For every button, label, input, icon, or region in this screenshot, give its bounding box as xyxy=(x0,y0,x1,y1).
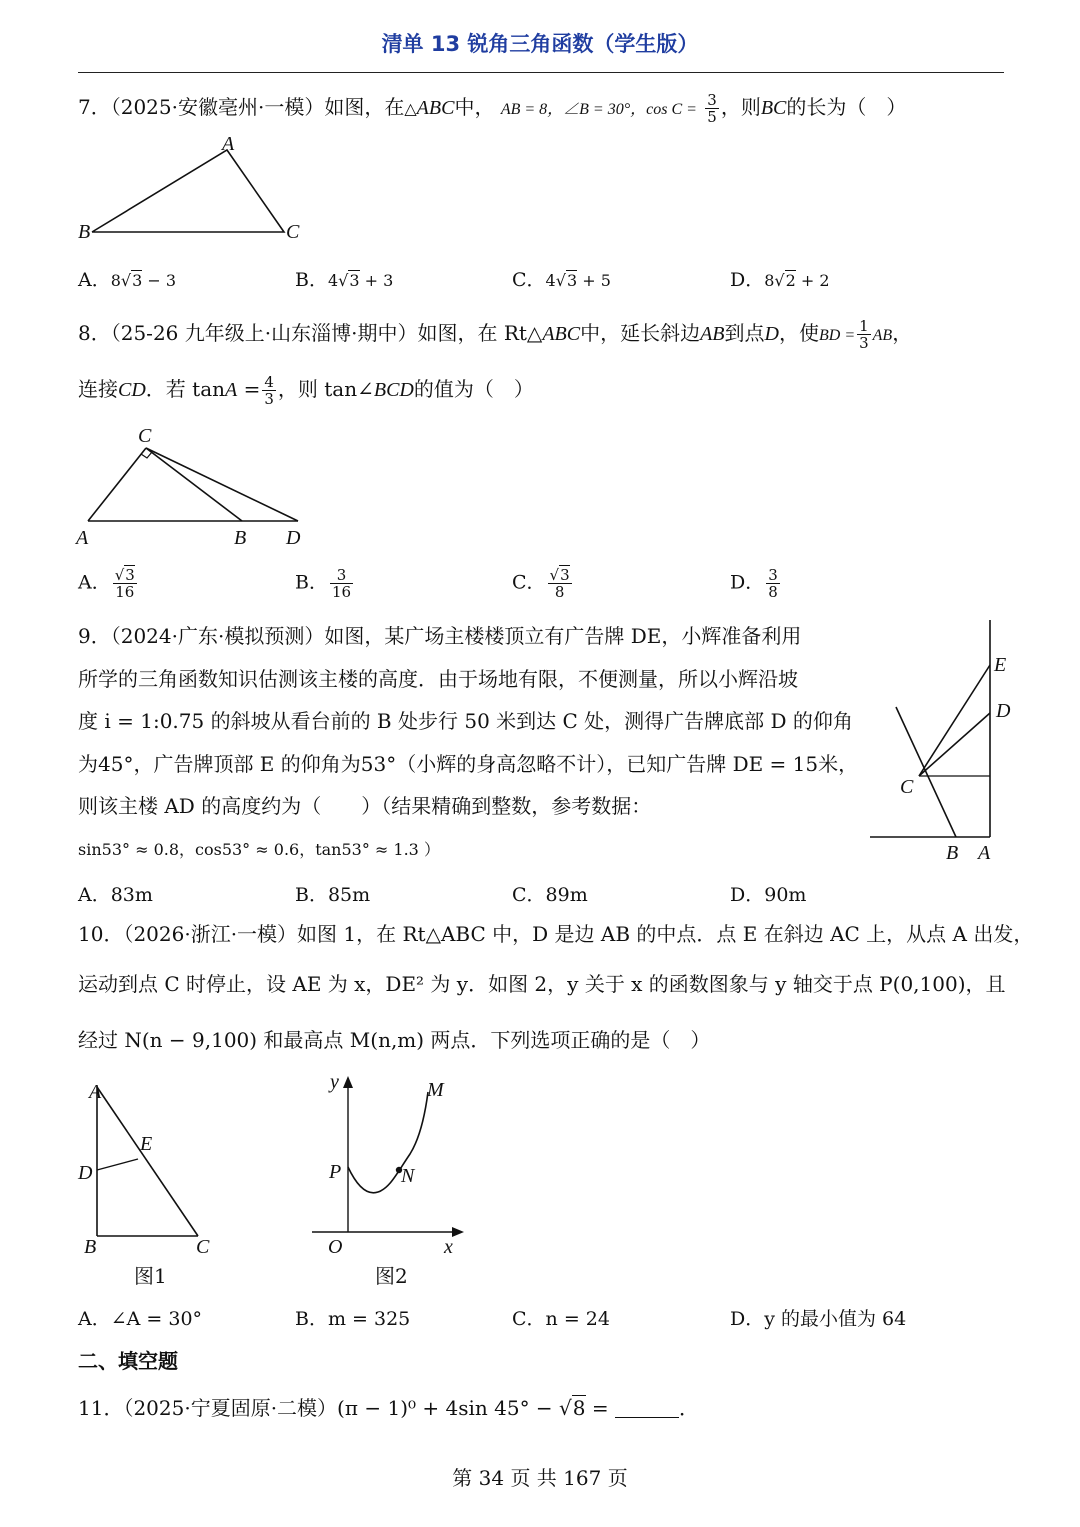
q9-option-d[interactable]: D．90m xyxy=(730,884,807,906)
page-footer: 第 34 页 共 167 页 xyxy=(452,1466,628,1490)
q10-figure-1 xyxy=(70,1075,230,1260)
q9-stem-line1: 9．（2024·广东·模拟预测）如图，某广场主楼楼顶立有广告牌 DE，小辉准备利用 xyxy=(78,624,802,648)
q7-label-a: A xyxy=(222,133,235,155)
fig2-label-p: P xyxy=(329,1161,342,1183)
q10-option-d[interactable]: D．y 的最小值为 64 xyxy=(730,1308,907,1330)
q10-figure-2-caption: 图2 xyxy=(375,1264,408,1288)
q7-option-d[interactable]: D．8√2 + 2 xyxy=(730,269,830,291)
q8-label-d: D xyxy=(286,527,301,549)
q10-figure-2-graph xyxy=(310,1070,480,1260)
fig1-label-d: D xyxy=(78,1162,93,1184)
q7-fraction: $\frac{3}{5}$ xyxy=(707,91,717,126)
q10-stem-line2: 运动到点 C 时停止，设 AE 为 x，DE² 为 y．如图 2，y 关于 x 的函数图象与 y 轴交于点 P(0,100)，且 xyxy=(78,972,1006,996)
q10-option-b[interactable]: B．m = 325 xyxy=(295,1308,411,1330)
q7-label-c: C xyxy=(286,221,300,243)
q8-option-a[interactable]: A． $\frac{√3}{16}$ xyxy=(78,566,135,601)
q9-stem-line4: 为45°，广告牌顶部 E 的仰角为53°（小辉的身高忽略不计），已知广告牌 DE = 15米， xyxy=(78,752,859,776)
q10-stem-line3: 经过 N(n − 9,100) 和最高点 M(n,m) 两点．下列选项正确的是（ ） xyxy=(78,1028,711,1052)
q8-option-c[interactable]: C． $\frac{√3}{8}$ xyxy=(512,566,570,601)
q9-label-d: D xyxy=(996,700,1011,722)
q10-option-c[interactable]: C．n = 24 xyxy=(512,1308,610,1330)
q9-reference-data: sin53° ≈ 0.8，cos53° ≈ 0.6，tan53° ≈ 1.3 ） xyxy=(78,840,440,859)
q8-option-b[interactable]: B． $\frac{3}{16}$ xyxy=(295,566,352,601)
q9-option-b[interactable]: B．85m xyxy=(295,884,371,906)
fig2-label-m: M xyxy=(427,1079,444,1101)
q8-stem-line2: 连接CD．若 tanA = $\frac{4}{3}$ ，则 tan∠BCD的值为（ ） xyxy=(78,373,534,408)
q8-label-b: B xyxy=(234,527,247,549)
q8-triangle-figure xyxy=(70,420,330,550)
fig1-label-e: E xyxy=(140,1133,153,1155)
q10-stem-line1: 10．（2026·浙江·一模）如图 1，在 Rt△ABC 中，D 是边 AB 的中点．点 E 在斜边 AC 上，从点 A 出发， xyxy=(78,922,1034,946)
fig2-label-x: x xyxy=(444,1236,453,1258)
section-title-fill-in: 二、填空题 xyxy=(78,1349,178,1373)
q8-fraction-4-3: $\frac{4}{3}$ xyxy=(264,373,274,408)
page-header: 清单 13 锐角三角函数（学生版） xyxy=(381,32,699,56)
header-rule xyxy=(78,72,1004,73)
q9-stem-line2: 所学的三角函数知识估测该主楼的高度．由于场地有限，不便测量，所以小辉沿坡 xyxy=(78,667,798,691)
q8-label-c: C xyxy=(138,425,152,447)
q8-fraction-1-3: $\frac{1}{3}$ xyxy=(859,317,869,352)
q9-stem-line3: 度 i = 1:0.75 的斜坡从看台前的 B 处步行 50 米到达 C 处，测得广告牌底部 D 的仰角 xyxy=(78,709,853,733)
q7-option-b[interactable]: B．4√3 + 3 xyxy=(295,269,394,291)
q8-stem-line1: 8．（25-26 九年级上·山东淄博·期中）如图，在 Rt△ABC中，延长斜边AB到点D，使BD = $\frac{1}{3}$ AB， xyxy=(78,317,913,352)
q11-stem: 11．（2025·宁夏固原·二模）(π − 1)⁰ + 4sin 45° − √8 = ． xyxy=(78,1396,700,1420)
q10-figure-1-caption: 图1 xyxy=(134,1264,167,1288)
fig2-label-y: y xyxy=(330,1071,339,1093)
q7-option-a[interactable]: A．8√3 − 3 xyxy=(78,269,177,291)
q9-label-e: E xyxy=(994,654,1007,676)
q7-triangle-figure xyxy=(70,130,330,245)
q7-option-c[interactable]: C．4√3 + 5 xyxy=(512,269,611,291)
fig1-label-a: A xyxy=(89,1081,102,1103)
q9-label-b: B xyxy=(946,842,959,864)
q9-option-c[interactable]: C．89m xyxy=(512,884,588,906)
fig1-label-c: C xyxy=(196,1236,210,1258)
q8-label-a: A xyxy=(76,527,89,549)
q9-option-a[interactable]: A．83m xyxy=(78,884,153,906)
q8-option-d[interactable]: D． $\frac{3}{8}$ xyxy=(730,566,778,601)
q7-stem: 7．（2025·安徽亳州·一模）如图，在△ABC中， AB = 8，∠B = 30°，cos C = $\frac{3}{5}$ ，则BC的长为（ ） xyxy=(78,91,907,126)
fig2-label-n: N xyxy=(401,1165,415,1187)
q9-building-figure xyxy=(866,615,1046,865)
q11-answer-blank[interactable] xyxy=(615,1399,679,1418)
fig1-label-b: B xyxy=(84,1236,97,1258)
fig2-label-o: O xyxy=(328,1236,343,1258)
q10-option-a[interactable]: A．∠A = 30° xyxy=(78,1308,203,1330)
q9-label-c: C xyxy=(900,776,914,798)
q9-stem-line5: 则该主楼 AD 的高度约为（ ）（结果精确到整数，参考数据： xyxy=(78,794,652,818)
q9-label-a: A xyxy=(978,842,991,864)
q7-label-b: B xyxy=(78,221,91,243)
